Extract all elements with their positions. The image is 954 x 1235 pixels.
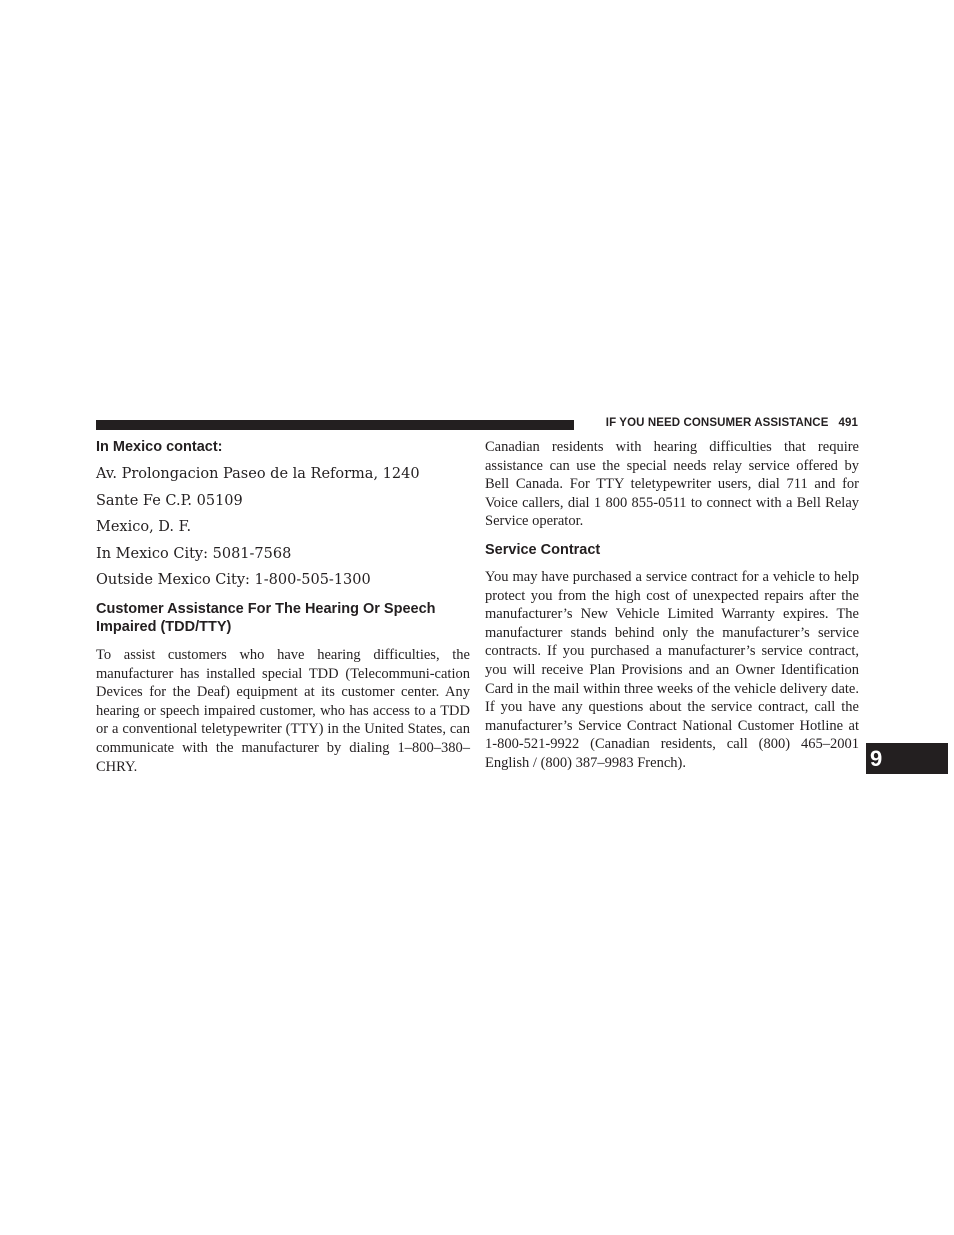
canada-relay-paragraph: Canadian residents with hearing difficulties that require assistance can use the special needs relay service offered by Bell Canada. For TTY teletypewriter users, dial 711 and for Voice callers, dial 1 800 855-0511 to connect with a Bell Relay Service operator. xyxy=(485,439,859,530)
tdd-tty-paragraph: To assist customers who have hearing difficulties, the manufacturer has installed special TDD (Telecommuni-cation Devices for the Deaf) equipment at its customer center. Any hearing or speech impaired customer, who has access to a TDD or a conventional teletypewriter (TTY) in the United States, can communicate with the manufacturer by dialing 1–800–380–CHRY. xyxy=(96,646,470,775)
section-title: IF YOU NEED CONSUMER ASSISTANCE xyxy=(605,417,829,429)
running-header xyxy=(584,417,858,429)
address-line: Mexico, D. F. xyxy=(96,519,192,536)
header-rule xyxy=(96,420,574,430)
mexico-contact-heading: In Mexico contact: xyxy=(96,439,223,455)
service-contract-heading: Service Contract xyxy=(485,541,601,558)
address-line: Sante Fe C.P. 05109 xyxy=(96,492,243,509)
service-contract-paragraph: You may have purchased a service contract for a vehicle to help protect you from the high cost of unexpected repairs after the manufacturer’s New Vehicle Limited Warranty expires. The manufacturer stands behind only the manufacturer’s service contracts. If you purchased a manufacturer’s service contract, you will receive Plan Provisions and an Owner Identification Card in the mail within three weeks of the vehicle delivery date. If you have any questions about the service contract, call the manufacturer’s Service Contract National Customer Hotline at 1-800-521-9922 (Canadian residents, call (800) 465–2001 English / (800) 387–9983 French). xyxy=(485,568,859,771)
tdd-tty-heading: Customer Assistance For The Hearing Or Speech Impaired (TDD/TTY) xyxy=(96,600,436,635)
left-column xyxy=(96,438,470,776)
page-number: 491 xyxy=(838,417,858,429)
chapter-tab: 9 xyxy=(866,743,948,774)
right-column xyxy=(485,438,859,773)
address-line: Outside Mexico City: 1-800-505-1300 xyxy=(96,572,371,589)
address-line: In Mexico City: 5081-7568 xyxy=(96,545,292,562)
address-line: Av. Prolongacion Paseo de la Reforma, 1240 xyxy=(96,466,420,482)
